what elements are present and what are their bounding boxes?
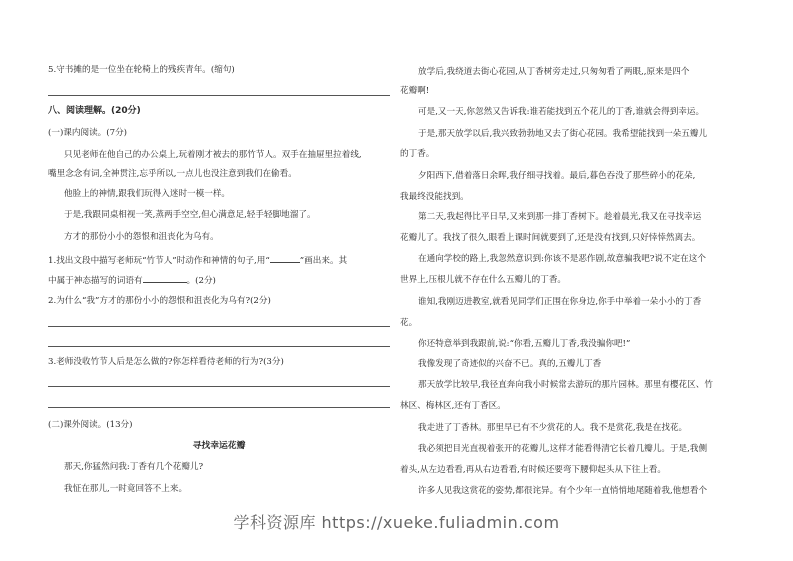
passage-line: 只见老师在他自己的办公桌上,玩着刚才被去的那竹节人。双手在抽屉里拉着线, bbox=[64, 150, 362, 160]
section-8-heading: 八、阅读理解。(20分) bbox=[48, 106, 141, 116]
question-text: 中属于神态描写的词语有 bbox=[48, 276, 143, 286]
passage-line: 嘴里念念有词,全神贯注,忘乎所以,一点儿也没注意到我们在偷看。 bbox=[48, 169, 297, 179]
fill-blank[interactable] bbox=[143, 274, 187, 283]
question-text: 。(2分) bbox=[186, 276, 216, 286]
part-1-title: (一)课内阅读。(7分) bbox=[48, 128, 128, 138]
answer-line[interactable] bbox=[48, 386, 390, 387]
story-line: 谁知,我刚迈进教室,就看见同学们正围在你身边,你手中举着一朵小小的丁香 bbox=[418, 297, 702, 307]
story-line: 着头,从左边看看,再从右边看看,有时候还要弯下腰仰起头从下往上看。 bbox=[400, 465, 667, 475]
story-line: 你还特意举到我跟前,说:“你看,五瓣儿丁香,我没骗你吧!” bbox=[418, 339, 631, 349]
passage-line: 方才的那份小小的怨恨和沮丧化为乌有。 bbox=[64, 232, 219, 242]
question-2: 2.为什么“我”方才的那份小小的怨恨和沮丧化为乌有?(2分) bbox=[48, 296, 271, 306]
answer-line[interactable] bbox=[48, 326, 390, 327]
passage-line: 于是,我跟同桌相视一笑,蒸两手空空,但心满意足,轻手轻脚地溜了。 bbox=[64, 210, 316, 220]
answer-line[interactable] bbox=[48, 346, 390, 347]
question-1-cont bbox=[48, 274, 216, 287]
question-text: ”画出来。其 bbox=[299, 256, 348, 266]
answer-line[interactable] bbox=[48, 407, 390, 408]
story-line: 许多人见我这赏花的姿势,都很诧异。有个少年一直悄悄地尾随着我,他想看个 bbox=[418, 486, 708, 496]
story-line: 花。 bbox=[400, 318, 418, 328]
story-line: 花瓣儿了。我找了很久,眼看上课时间就要到了,还是没有找到,只好悻悻然离去。 bbox=[400, 233, 701, 243]
story-line: 林区、梅林区,还有丁香区。 bbox=[400, 401, 506, 411]
story-line: 于是,那天放学以后,我兴致勃勃地又去了街心花园。我希望能找到一朵五瓣儿 bbox=[418, 129, 708, 139]
question-3: 3.老师没收竹节人后是怎么做的?你怎样看待老师的行为?(3分) bbox=[48, 357, 284, 367]
story-line: 那天,你猛然问我:丁香有几个花瓣儿? bbox=[64, 462, 204, 472]
story-line: 花瓣啊! bbox=[400, 86, 430, 96]
passage-line: 他脸上的神情,跟我们玩得入迷时一模一样。 bbox=[64, 189, 231, 199]
question-text: 1.找出文段中描写老师玩“竹节人”时动作和神情的句子,用“ bbox=[48, 256, 270, 266]
answer-line[interactable] bbox=[48, 95, 390, 96]
question-1 bbox=[48, 254, 347, 267]
story-line: 我像发现了奇迹似的兴奋不已。真的,五瓣儿丁香 bbox=[418, 359, 602, 369]
story-line: 我怔在那儿,一时竟回答不上来。 bbox=[64, 484, 188, 494]
story-line: 放学后,我绕道去街心花园,从丁香树旁走过,只匆匆看了两眼,,原来是四个 bbox=[418, 67, 690, 77]
story-line: 我必须把目光直视着张开的花瓣儿,这样才能看得清它长着几瓣儿。于是,我侧 bbox=[418, 444, 708, 454]
watermark: 学科资源库 https://xueke.fuliadmin.com bbox=[233, 513, 560, 532]
question-5: 5.守书摊的是一位坐在轮椅上的残疾青年。(缩句) bbox=[48, 65, 235, 75]
story-line: 夕阳西下,借着落日余晖,我仔细寻找着。最后,暮色吞没了那些碎小的花朵, bbox=[418, 171, 696, 181]
story-line: 那天放学比较早,我径直奔向我小时候常去游玩的那片园林。那里有樱花区、竹 bbox=[418, 380, 713, 390]
story-line: 的丁香。 bbox=[400, 149, 435, 159]
story-line: 可是,又一天,你忽然又告诉我:谁若能找到五个花儿的丁香,谁就会得到幸运。 bbox=[418, 107, 705, 117]
story-line: 第二天,我起得比平日早,又来到那一排丁香树下。趁着晨光,我又在寻找幸运 bbox=[418, 212, 702, 222]
story-title: 寻找幸运花瓣 bbox=[192, 441, 246, 451]
underline-sample bbox=[270, 254, 300, 263]
story-line: 世界上,压根儿就不存在什么五瓣儿的丁香。 bbox=[400, 275, 567, 285]
story-line: 我走进了丁香林。那里早已有不少赏花的人。我不是赏花,我是在找花。 bbox=[418, 423, 688, 433]
part-2-title: (二)课外阅读。(13分) bbox=[48, 420, 133, 430]
story-line: 我最终没能找到。 bbox=[400, 192, 469, 202]
story-line: 在通向学校的路上,我忽然意识到:你该不是恶作剧,故意骗我吧?说不定在这个 bbox=[418, 254, 706, 264]
